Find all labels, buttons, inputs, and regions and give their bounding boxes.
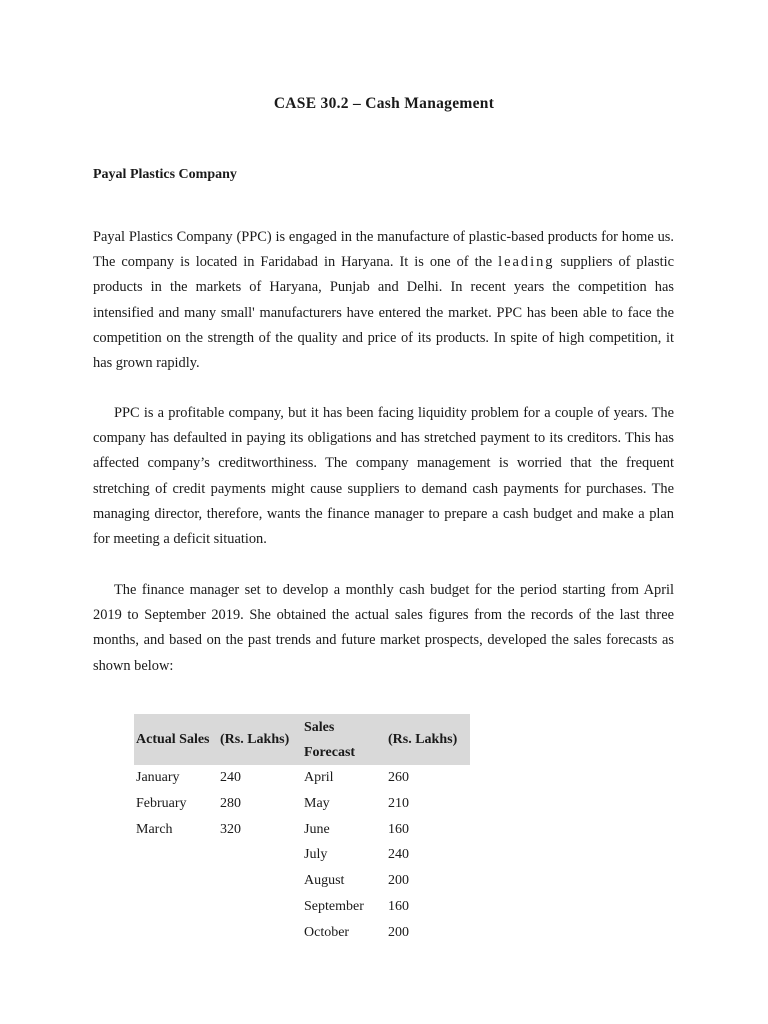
actual-value xyxy=(218,842,302,868)
sales-table xyxy=(134,714,470,946)
paragraph-liquidity: PPC is a profitable company, but it has been facing liquidity problem for a couple of years. The company has defaulted in paying its obligations and has stretched payment to its creditors. This has affected company’s creditworthiness. The company management is worried that the frequent stretching of credit payments might cause suppliers to demand cash payments for purchases. The managing director, therefore, wants the finance manager to prepare a cash budget and make a plan for meeting a deficit situation. xyxy=(93,405,674,548)
forecast-month: May xyxy=(304,795,330,811)
table-row xyxy=(134,894,470,920)
actual-month xyxy=(134,920,218,946)
paragraph-intro-part1: Payal Plastics Company (PPC) is engaged in the manufacture of plastic-based products for home us. The company is located in Faridabad in Haryana. It is one of the xyxy=(93,229,674,271)
sales-table-header-row xyxy=(134,714,470,765)
actual-month xyxy=(134,842,218,868)
header-actual-rs-lakhs: (Rs. Lakhs) xyxy=(218,714,302,765)
table-row xyxy=(134,842,470,868)
forecast-value: 240 xyxy=(388,847,409,863)
paragraph-intro-part2: suppliers of plastic products in the markets of Haryana, Punjab and Delhi. In recent years the competition has intensified and many small' manufacturers have entered the market. PPC has been able to face the competition on the strength of the quality and price of its products. In spite of high competition, it has grown rapidly. xyxy=(93,254,674,372)
table-row xyxy=(134,765,470,791)
forecast-value: 210 xyxy=(388,795,409,811)
table-row xyxy=(134,791,470,817)
actual-value: 240 xyxy=(220,770,241,785)
actual-month: February xyxy=(136,795,187,811)
actual-value: 280 xyxy=(220,795,241,811)
forecast-month: August xyxy=(304,873,345,889)
header-sales-forecast: Sales Forecast xyxy=(302,714,386,765)
paragraph-intro-spaced-word: leading xyxy=(498,254,555,271)
actual-value xyxy=(218,894,302,920)
case-title: CASE 30.2 – Cash Management xyxy=(273,95,495,112)
forecast-value: 200 xyxy=(388,924,409,940)
actual-month: March xyxy=(136,821,173,837)
table-row xyxy=(134,920,470,946)
actual-value xyxy=(218,868,302,894)
actual-value xyxy=(218,920,302,946)
company-heading: Payal Plastics Company xyxy=(93,167,237,182)
forecast-month: April xyxy=(304,770,334,785)
actual-value: 320 xyxy=(220,821,241,837)
forecast-month: June xyxy=(304,821,330,837)
paragraph-forecast: The finance manager set to develop a monthly cash budget for the period starting from April 2019 to September 2019. She obtained the actual sales figures from the records of the last three months, and based on the past trends and future market prospects, developed the sales forecasts as shown below: xyxy=(93,582,674,674)
forecast-month: July xyxy=(304,847,328,863)
forecast-value: 200 xyxy=(388,873,409,889)
paragraph-intro xyxy=(93,225,674,376)
forecast-value: 260 xyxy=(388,770,409,785)
forecast-month: October xyxy=(304,924,350,940)
table-row xyxy=(134,868,470,894)
table-row xyxy=(134,817,470,843)
actual-month xyxy=(134,894,218,920)
actual-month xyxy=(134,868,218,894)
forecast-value: 160 xyxy=(388,821,409,837)
forecast-value: 160 xyxy=(388,898,409,914)
header-actual-sales: Actual Sales xyxy=(134,714,218,765)
forecast-month: September xyxy=(304,898,364,914)
actual-month: January xyxy=(136,770,180,785)
header-forecast-rs-lakhs: (Rs. Lakhs) xyxy=(386,714,470,765)
